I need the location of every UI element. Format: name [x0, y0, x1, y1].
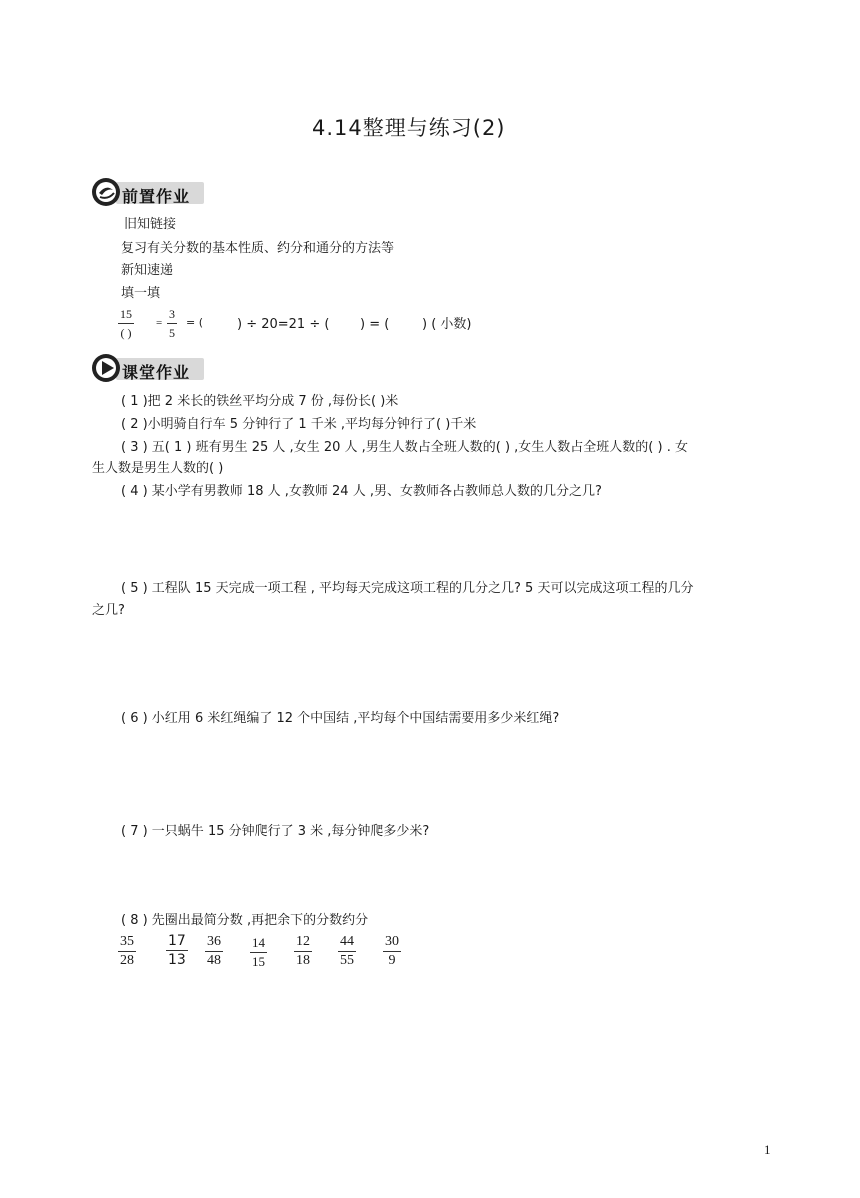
fraction-denominator: 55: [340, 953, 354, 968]
equation-part: ) ( 小数): [422, 317, 472, 332]
fraction-numerator: 17: [168, 933, 186, 949]
fraction-denominator: 18: [296, 953, 310, 968]
section-banner-preview: [90, 176, 210, 210]
question-8: ( 8 ) 先圈出最简分数 ,再把余下的分数约分: [121, 913, 369, 928]
question-5-line1: ( 5 ) 工程队 15 天完成一项工程 , 平均每天完成这项工程的几分之几? 5 天可以完成这项工程的几分: [121, 581, 694, 596]
question-7: ( 7 ) 一只蜗牛 15 分钟爬行了 3 米 ,每分钟爬多少米?: [121, 824, 430, 839]
fraction-numerator: 36: [205, 934, 223, 952]
fraction-numerator: 35: [118, 934, 136, 952]
fraction: [167, 306, 177, 341]
fraction-denominator: 13: [168, 952, 186, 968]
fraction-item: [294, 934, 312, 969]
fraction: [118, 306, 134, 341]
text-line: 复习有关分数的基本性质、约分和通分的方法等: [121, 241, 395, 256]
fraction-denominator: 5: [169, 326, 175, 340]
equals-sign: =: [156, 317, 163, 329]
question-3-line2: 生人数是男生人数的( ): [92, 461, 224, 476]
fraction-numerator: 15: [118, 306, 134, 324]
fraction-numerator: 14: [250, 935, 267, 953]
question-1: ( 1 )把 2 米长的铁丝平均分成 7 份 ,每份长( )米: [121, 394, 399, 409]
section-banner-classwork: [90, 352, 210, 386]
fraction-item: [250, 935, 267, 970]
fraction-numerator: 3: [167, 306, 177, 324]
banner-title: 前置作业: [122, 187, 191, 206]
swirl-icon: [90, 176, 122, 208]
fraction-item: [166, 933, 188, 968]
equation-part: ) ÷ 20=21 ÷ (: [237, 317, 330, 332]
fraction-item: [338, 934, 356, 969]
question-2: ( 2 )小明骑自行车 5 分钟行了 1 千米 ,平均每分钟行了( )千米: [121, 417, 477, 432]
fraction-denominator: ( ): [120, 326, 132, 340]
page-number: 1: [764, 1142, 771, 1157]
question-3-line1: ( 3 ) 五( 1 ) 班有男生 25 人 ,女生 20 人 ,男生人数占全班人数的( ) ,女生人数占全班人数的( ) . 女: [121, 440, 688, 455]
equation-part: = (: [186, 316, 204, 329]
banner-title: 课堂作业: [122, 363, 191, 382]
text-line: 填一填: [121, 286, 161, 301]
fraction-denominator: 28: [120, 953, 134, 968]
fraction-numerator: 30: [383, 934, 401, 952]
play-icon: [90, 352, 122, 384]
fraction-denominator: 9: [388, 953, 396, 968]
text-line: 旧知链接: [124, 217, 177, 232]
fraction-item: [118, 934, 136, 969]
text-line: 新知速递: [121, 263, 174, 278]
fraction-item: [383, 934, 401, 969]
fraction-item: [205, 934, 223, 969]
question-5-line2: 之几?: [92, 603, 125, 618]
page-title: 4.14整理与练习(2): [312, 116, 506, 140]
equation-part: ) = (: [360, 317, 390, 332]
question-4: ( 4 ) 某小学有男教师 18 人 ,女教师 24 人 ,男、女教师各占教师总人数的几分之几?: [121, 484, 602, 499]
fraction-numerator: 44: [338, 934, 356, 952]
fraction-denominator: 15: [252, 954, 265, 969]
question-6: ( 6 ) 小红用 6 米红绳编了 12 个中国结 ,平均每个中国结需要用多少米红绳?: [121, 711, 560, 726]
fraction-denominator: 48: [207, 953, 221, 968]
fraction-numerator: 12: [294, 934, 312, 952]
